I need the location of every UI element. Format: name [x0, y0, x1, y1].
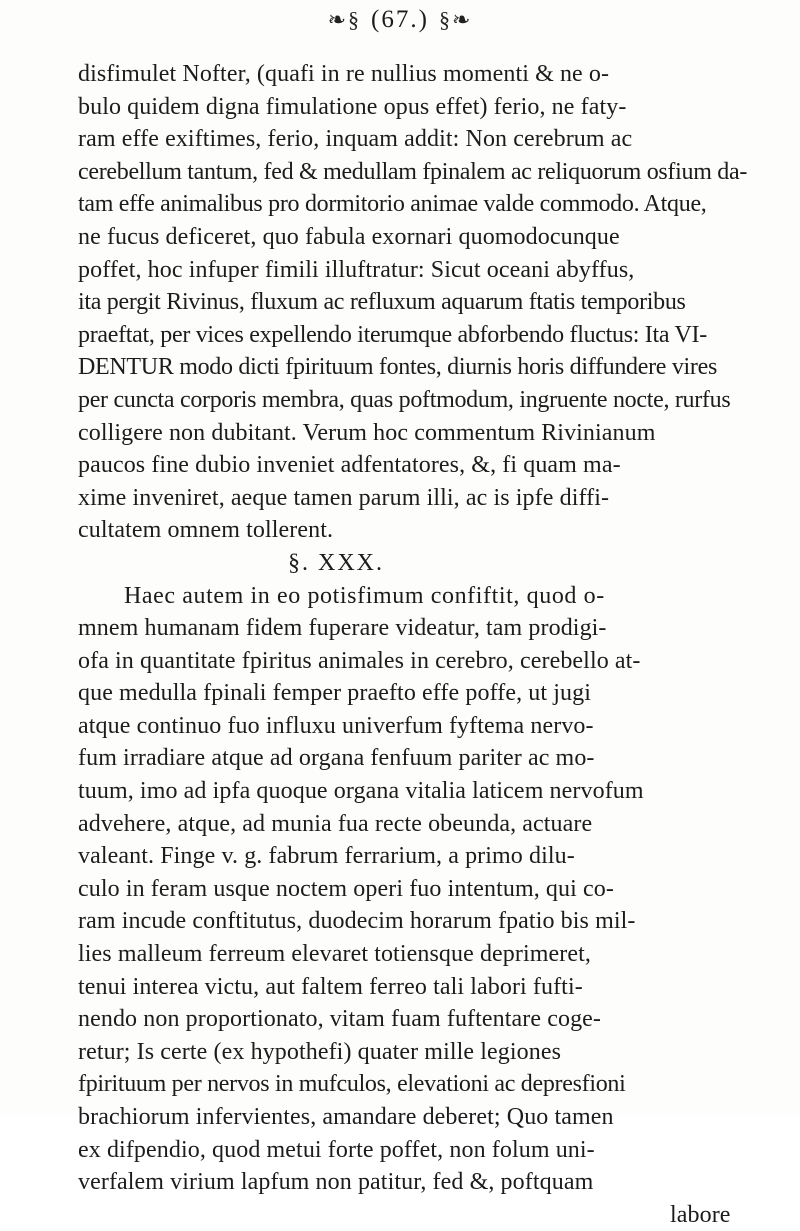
text-line: bulo quidem digna fimulatione opus effet) ferio, ne faty- [78, 93, 627, 120]
text-line: colligere non dubitant. Verum hoc commentum Rivinianum [78, 419, 656, 446]
text-line: Haec autem in eo potisfimum confiftit, quod o- [124, 582, 605, 609]
section-heading: §. XXX. [288, 549, 384, 576]
text-line: xime inveniret, aeque tamen parum illi, ac is ipfe diffi- [78, 484, 610, 511]
text-line: advehere, atque, ad munia fua recte obeunda, actuare [78, 810, 593, 837]
catchword: labore [670, 1201, 731, 1228]
ornament-right: §❧ [438, 7, 473, 32]
text-line: valeant. Finge v. g. fabrum ferrarium, a primo dilu- [78, 843, 575, 870]
page-number: (67.) [371, 6, 429, 33]
text-line: disfimulet Nofter, (quafi in re nullius momenti & ne o- [78, 61, 610, 87]
text-line: tam effe animalibus pro dormitorio animae valde commodo. Atque, [78, 191, 707, 218]
text-line: retur; Is certe (ex hypothefi) quater mille legiones [78, 1038, 562, 1065]
text-line: brachiorum infervientes, amandare deberet; Quo tamen [78, 1104, 614, 1130]
text-line: que medulla fpinali femper praefto effe poffe, ut jugi [78, 680, 591, 707]
text-line: per cuncta corporis membra, quas poftmodum, ingruente nocte, rurfus [78, 386, 731, 413]
text-line: verfalem virium lapfum non patitur, fed &, poftquam [78, 1169, 594, 1196]
text-line: ex difpendio, quod metui forte poffet, non folum uni- [78, 1136, 595, 1163]
text-line: ofa in quantitate fpiritus animales in cerebro, cerebello at- [78, 647, 641, 674]
body-text [78, 58, 778, 1231]
text-line: DENTUR modo dicti fpirituum fontes, diurnis horis diffundere vires [78, 354, 717, 381]
text-line: fpirituum per nervos in mufculos, elevationi ac depresfioni [78, 1071, 626, 1098]
text-line: paucos fine dubio inveniet adfentatores, &, fi quam ma- [78, 452, 621, 479]
text-line: cerebellum tantum, fed & medullam fpinalem ac reliquorum osfium da- [78, 158, 748, 185]
text-line: tuum, imo ad ipfa quoque organa vitalia laticem nervofum [78, 778, 644, 805]
ornament-left: ❧§ [327, 7, 362, 32]
text-line: ne fucus deficeret, quo fabula exornari quomodocunque [78, 223, 620, 250]
text-line: mnem humanam fidem fuperare videatur, tam prodigi- [78, 615, 607, 642]
running-head [0, 6, 800, 34]
text-line: nendo non proportionato, vitam fuam fuftentare coge- [78, 1006, 602, 1033]
text-line: culo in feram usque noctem operi fuo intentum, qui co- [78, 875, 614, 902]
text-line: ita pergit Rivinus, fluxum ac refluxum aquarum ftatis temporibus [78, 289, 686, 316]
text-line: atque continuo fuo influxu univerfum fyftema nervo- [78, 712, 594, 739]
text-line: poffet, hoc infuper fimili illuftratur: Sicut oceani abyffus, [78, 256, 635, 283]
text-line: ram incude conftitutus, duodecim horarum fpatio bis mil- [78, 908, 636, 935]
text-line: tenui interea victu, aut faltem ferreo tali labori fufti- [78, 973, 583, 1000]
text-line: lies malleum ferreum elevaret totiensque deprimeret, [78, 941, 591, 968]
text-line: cultatem omnem tollerent. [78, 517, 334, 544]
text-line: praeftat, per vices expellendo iterumque abforbendo fluctus: Ita VI- [78, 321, 707, 348]
text-line: ram effe exiftimes, ferio, inquam addit: Non cerebrum ac [78, 126, 633, 153]
text-line: fum irradiare atque ad organa fenfuum pariter ac mo- [78, 745, 595, 772]
